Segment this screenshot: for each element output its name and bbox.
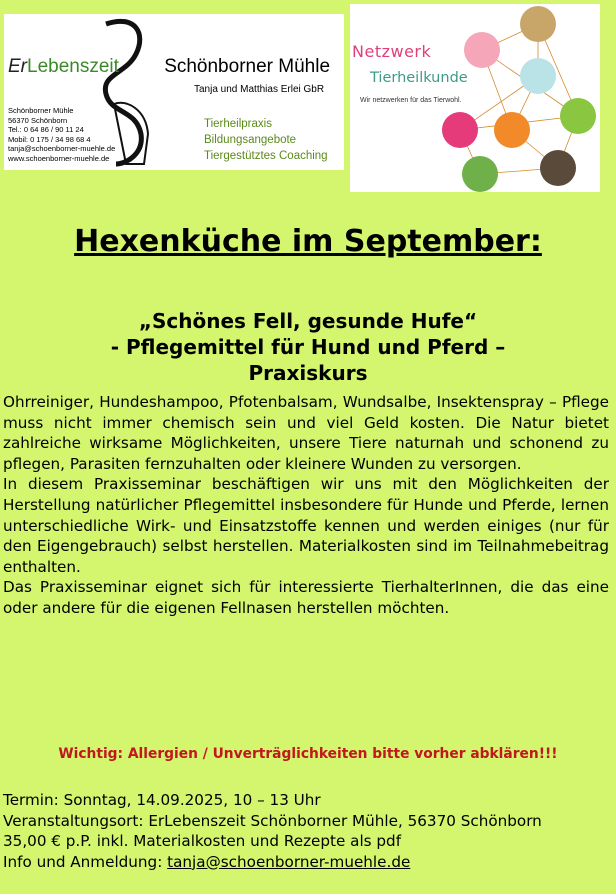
event-location: Veranstaltungsort: ErLebenszeit Schönborner Mühle, 56370 Schönborn (3, 811, 542, 830)
services-list: Tierheilpraxis Bildungsangebote Tiergestütztes Coaching (204, 118, 328, 162)
allergy-warning: Wichtig: Allergien / Unverträglichkeiten bitte vorher abklären!!! (58, 746, 558, 762)
event-details (3, 790, 609, 872)
event-contact: Info und Anmeldung: tanja@schoenborner-muehle.de (3, 852, 411, 871)
owners: Tanja und Matthias Erlei GbR (194, 84, 325, 95)
cat-icon (464, 32, 500, 68)
event-date: Termin: Sonntag, 14.09.2025, 10 – 13 Uhr (3, 791, 321, 809)
acupuncture-icon (520, 6, 556, 42)
event-price: 35,00 € p.P. inkl. Materialkosten und Rezepte als pdf (3, 832, 402, 851)
page-title: Hexenküche im September: (74, 224, 542, 259)
horse-head-icon (560, 98, 596, 134)
paragraph: In diesem Praxisseminar beschäftigen wir uns mit den Möglichkeiten der Herstellung natürlicher Pflegemittel insbesondere für Hunde und Pferde, lernen unterschiedliche Wirk- und Einsatzstoffe kennen und werden einiges (nur für den Eigengebrauch) selbst herstellen. Materialkosten sind im Teilnahmebeitrag enthalten. (3, 475, 609, 576)
network-subtitle: Tierheilkunde (370, 70, 468, 86)
netzwerk-tierheilkunde-logo (350, 4, 600, 192)
network-tagline: Wir netzwerken für das Tierwohl. (360, 97, 462, 104)
brand-name: ErLebenszeit Schönborner Mühle (8, 56, 331, 77)
paragraph: Ohrreiniger, Hundeshampoo, Pfotenbalsam, Wundsalbe, Insektenspray – Pflege muss nicht immer chemisch sein und viel Geld kosten. Die Natur bietet zahlreiche wirksame Möglichkeiten, unsere Tiere naturnah und schonend zu pflegen, Parasiten fernzuhalten oder kleinere Wunden zu versorgen. (3, 393, 609, 473)
mortar-icon (442, 112, 478, 148)
dog-icon (462, 156, 498, 192)
email-link[interactable]: tanja@schoenborner-muehle.de (167, 852, 411, 871)
course-subtitle: „Schönes Fell, gesunde Hufe“ - Pflegemittel für Hund und Pferd – Praxiskurs (110, 309, 506, 385)
hand-icon (494, 112, 530, 148)
erlebenszeit-logo (4, 14, 344, 170)
paragraph: Das Praxisseminar eignet sich für interessierte TierhalterInnen, die das eine oder andere für die eigenen Fellnasen herstellen möchten. (3, 578, 609, 617)
yin-yang-icon (520, 58, 556, 94)
address-block: Schönborner Mühle 56370 Schönborn Tel.: 0 64 86 / 90 11 24 Mobil: 0 175 / 34 98 68 4 tanja@schoenborner-muehle.de www.schoenborner-muehle.de (8, 106, 116, 163)
network-title: Netzwerk (352, 42, 432, 61)
leaves-icon (540, 150, 576, 186)
course-description (3, 392, 609, 619)
